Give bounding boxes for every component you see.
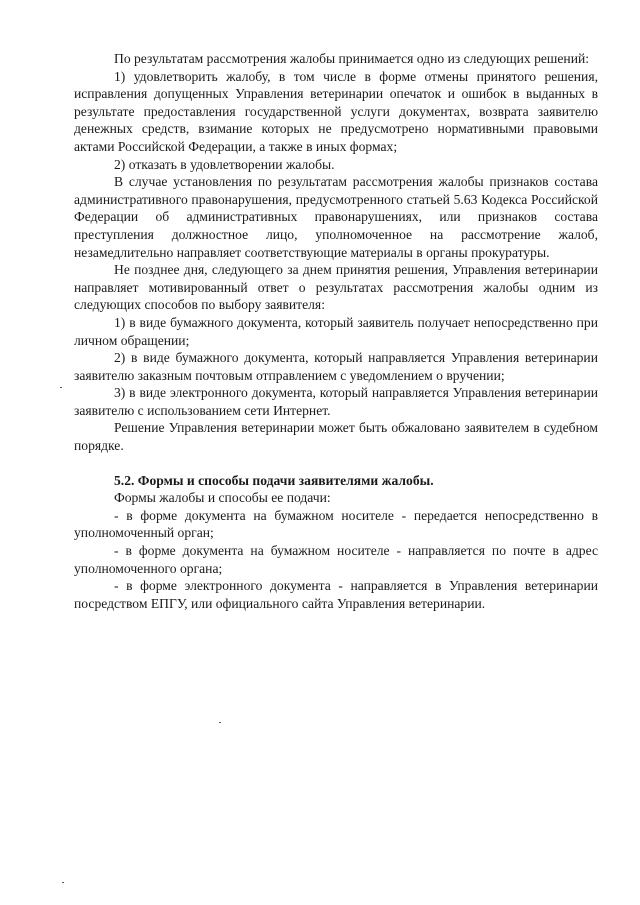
decision-option-satisfy: 1) удовлетворить жалобу, в том числе в форме отмены принятого решения, исправления допущенных Управления ветеринарии опечаток и ошибок в выданных в результате предоставления государственной услуги документах, возврата заявителю денежных средств, взимание которых не предусмотрено нормативными правовыми актами Российской Федерации, а также в иных формах;	[74, 68, 598, 154]
forms-intro: Формы жалобы и способы ее подачи:	[114, 490, 331, 506]
form-option-electronic: - в форме электронного документа - направляется в Управления ветеринарии посредством ЕПГУ, или официального сайта Управления ветеринарии.	[74, 578, 598, 611]
response-paragraph: Не позднее дня, следующего за днем принятия решения, Управления ветеринарии направляет мотивированный ответ о результатах рассмотрения жалобы одним из следующих способов по выбору заявителя:	[74, 262, 598, 313]
document-body	[74, 50, 598, 612]
section-gap	[74, 455, 598, 472]
form-option-direct: - в форме документа на бумажном носителе - передается непосредственно в уполномоченный орган;	[74, 507, 598, 541]
appeal-paragraph: Решение Управления ветеринарии может быть обжаловано заявителем в судебном порядке.	[74, 420, 598, 454]
response-option-personal: 1) в виде бумажного документа, который заявитель получает непосредственно при личном обращении;	[74, 314, 598, 348]
section-heading: 5.2. Формы и способы подачи заявителями жалобы.	[114, 472, 434, 488]
scan-speck	[219, 722, 221, 723]
response-option-electronic: 3) в виде электронного документа, который направляется Управления ветеринарии заявителю с использованием сети Интернет.	[74, 385, 598, 418]
response-option-mail: 2) в виде бумажного документа, который направляется Управления ветеринарии заявителю заказным почтовым отправлением с уведомлением о вручении;	[74, 350, 598, 383]
intro-paragraph: По результатам рассмотрения жалобы принимается одно из следующих решений:	[114, 51, 590, 66]
violation-paragraph: В случае установления по результатам рассмотрения жалобы признаков состава административного правонарушения, предусмотренного статьей 5.63 Кодекса Российской Федерации об административных правонарушениях, или признаков состава преступления должностное лицо, уполномоченное на рассмотрение жалоб, незамедлительно направляет соответствующие материалы в органы прокуратуры.	[74, 174, 598, 260]
decision-option-refuse: 2) отказать в удовлетворении жалобы.	[114, 156, 335, 172]
scan-speck	[62, 882, 64, 883]
form-option-post: - в форме документа на бумажном носителе - направляется по почте в адрес уполномоченного органа;	[74, 543, 598, 576]
scan-speck	[60, 387, 62, 388]
